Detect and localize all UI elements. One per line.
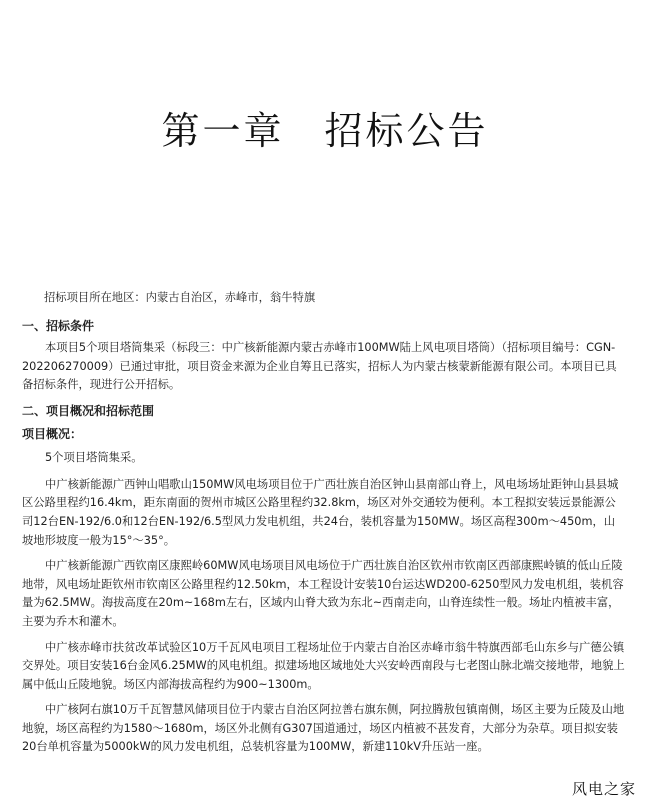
chapter-title xyxy=(0,100,650,155)
project-paragraph: 中广核阿右旗10万千瓦智慧风储项目位于内蒙古自治区阿拉善右旗东侧，阿拉腾敖包镇南侧，场区主要为丘陵及山地地貌，场区高程约为1580～1680m，场区外北侧有G307国道通过，场区内植被不甚发育，大部分为杂草。项目拟安装20台单机容量为5000kW的风力发电机组，总装机容量为100MW，新建110kV升压站一座。 xyxy=(22,703,625,754)
section-heading-2: 二、项目概况和招标范围 xyxy=(22,403,155,418)
section-1-text: 本项目5个项目塔筒集采（标段三：中广核新能源内蒙古赤峰市100MW陆上风电项目塔筒）（招标项目编号：CGN-202206270009）已通过审批，项目资金来源为企业自筹且已落实，招标人为内蒙古核蒙新能源有限公司。本项目已具备招标条件，现进行公开招标。 xyxy=(22,341,617,392)
chapter-number: 第一章 xyxy=(161,109,285,153)
watermark: 风电之家 xyxy=(571,780,636,798)
project-paragraph: 中广核赤峰市扶贫改革试验区10万千瓦风电项目工程场址位于内蒙古自治区赤峰市翁牛特旗西部毛山东乡与广德公镇交界处。项目安装16台金风6.25MW的风电机组。拟建场地区域地处大兴安岭西南段与七老图山脉北端交接地带，地貌上属中低山丘陵地貌。场区内部海拔高程约为900~1300m。 xyxy=(22,640,625,691)
project-paragraph: 中广核新能源广西钟山唱歌山150MW风电场项目位于广西壮族自治区钟山县南部山脊上，风电场场址距钟山县县城区公路里程约16.4km，距东南面的贺州市城区公路里程约32.8km，场区对外交通较为便利。本工程拟安装远景能源公司12台EN-192/6.0和12台EN-192/6.5型风力发电机组，共24台，装机容量为150MW。场区高程300m～450m，山坡地形坡度一般为15°～35°。 xyxy=(22,477,619,547)
project-paragraph: 中广核新能源广西钦南区康熙岭60MW风电场项目风电场位于广西壮族自治区钦州市钦南区西部康熙岭镇的低山丘陵地带，风电场址距钦州市钦南区公路里程约12.50km，本工程设计安装10台运达WD200-6250型风力发电机组，装机容量为62.5MW。海拔高度在20m~168m左右，区域内山脊大致为东北~西南走向，山脊连续性一般。场址内植被丰富，主要为乔木和灌木。 xyxy=(22,559,624,628)
overview-brief: 5个项目塔筒集采。 xyxy=(45,451,143,465)
chapter-heading: 招标公告 xyxy=(324,109,489,153)
project-location: 招标项目所在地区：内蒙古自治区，赤峰市，翁牛特旗 xyxy=(44,291,316,304)
section-heading-1: 一、招标条件 xyxy=(22,318,95,333)
overview-heading: 项目概况： xyxy=(22,426,83,441)
document-body xyxy=(22,289,626,764)
